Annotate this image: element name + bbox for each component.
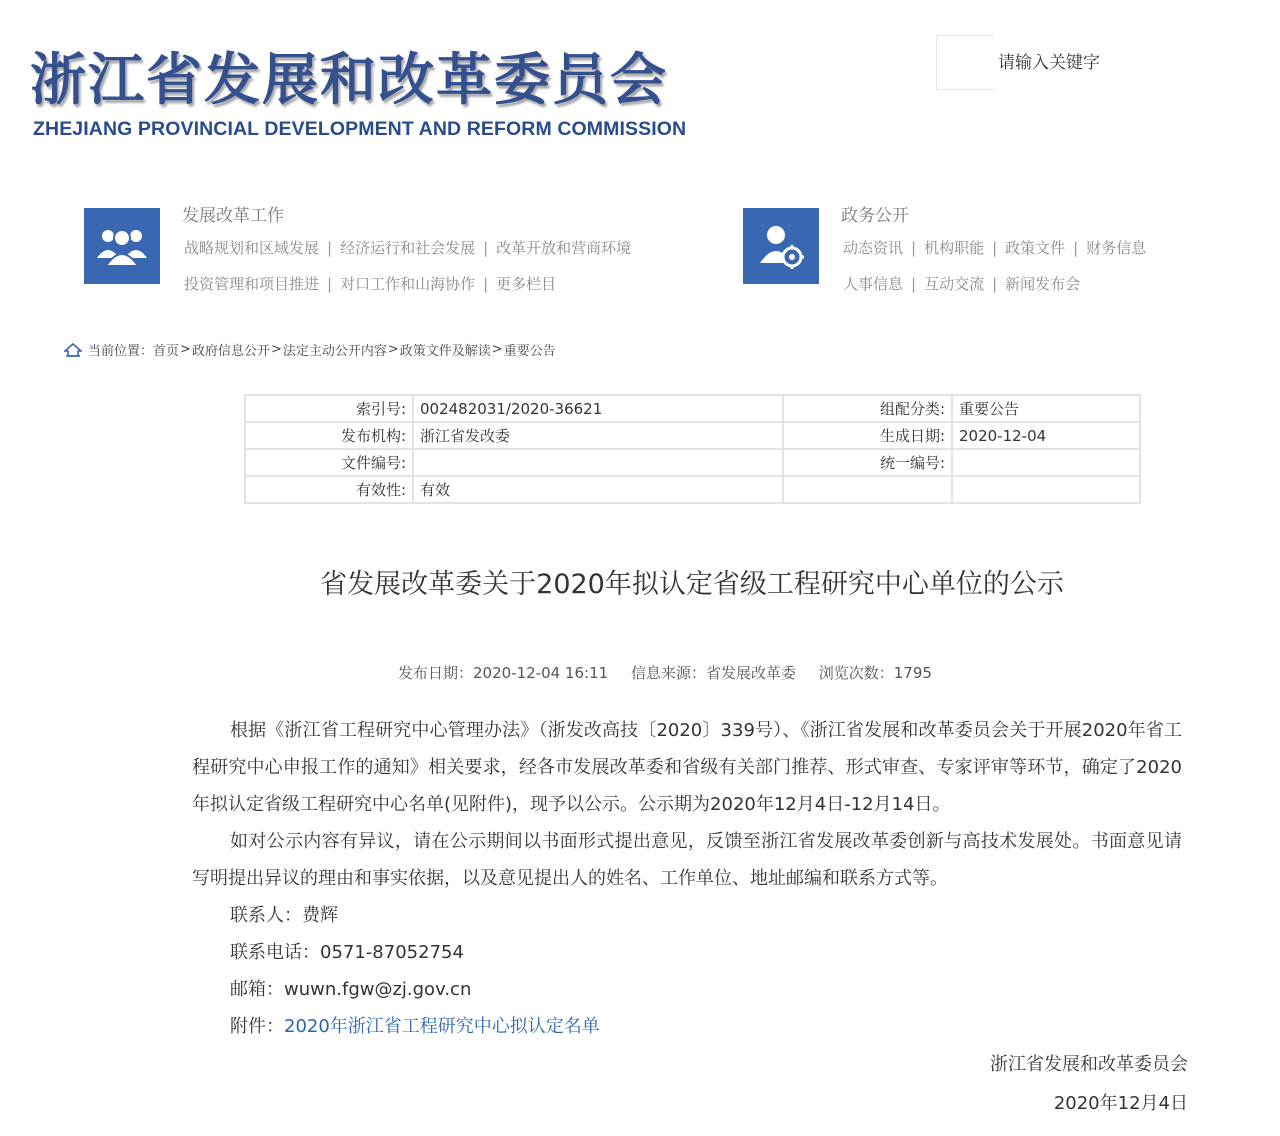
page-title: 省发展改革委关于2020年拟认定省级工程研究中心单位的公示 xyxy=(320,569,1064,600)
breadcrumb-separator: > xyxy=(387,342,399,357)
breadcrumb-separator: > xyxy=(270,342,282,357)
breadcrumb-item-policy[interactable]: 政策文件及解读 xyxy=(399,344,491,359)
breadcrumb-separator: > xyxy=(491,342,503,357)
nav-link-more[interactable]: 更多栏目 xyxy=(496,275,557,293)
meta-label: 文件编号: xyxy=(245,449,413,476)
article-body xyxy=(192,712,1182,1045)
publish-info xyxy=(398,662,950,683)
attachment-label: 附件： xyxy=(230,1016,284,1037)
nav-link-economy[interactable]: 经济运行和社会发展 xyxy=(340,239,476,257)
meta-label: 索引号: xyxy=(245,395,413,422)
meta-value xyxy=(413,449,783,476)
breadcrumb-item-announcement[interactable]: 重要公告 xyxy=(503,344,556,359)
signature-date: 2020年12月4日 xyxy=(1053,1093,1188,1114)
table-row xyxy=(245,449,1140,476)
site-logo-chinese[interactable]: 浙江省发展和改革委员会 xyxy=(30,48,668,113)
breadcrumb-item-gov-info[interactable]: 政府信息公开 xyxy=(191,344,270,359)
nav-link-interaction[interactable]: 互动交流 xyxy=(924,275,985,293)
search-bar xyxy=(936,35,1156,90)
meta-label: 生成日期: xyxy=(783,422,952,449)
attachment-link[interactable]: 2020年浙江省工程研究中心拟认定名单 xyxy=(284,1016,600,1037)
table-row xyxy=(245,422,1140,449)
nav-row-gov-2: 人事信息 | 互动交流 | 新闻发布会 xyxy=(843,275,1081,293)
nav-link-functions[interactable]: 机构职能 xyxy=(924,239,985,257)
info-source: 信息来源：省发展改革委 xyxy=(630,664,796,682)
team-icon[interactable] xyxy=(84,208,160,284)
user-settings-icon[interactable] xyxy=(743,208,819,284)
breadcrumb-prefix: 当前位置： xyxy=(88,344,154,359)
home-icon xyxy=(64,343,82,357)
nav-title-gov[interactable]: 政务公开 xyxy=(841,206,909,226)
nav-row-work-2: 投资管理和项目推进 | 对口工作和山海协作 | 更多栏目 xyxy=(184,275,557,293)
article-paragraph: 根据《浙江省工程研究中心管理办法》（浙发改高技〔2020〕339号）、《浙江省发展和改革委员会关于开展2020年省工程研究中心申报工作的通知》相关要求，经各市发展改革委和省级有关部门推荐、形式审查、专家评审等环节，确定了2020年拟认定省级工程研究中心名单(见附件)，现予以公示。公示期为2020年12月4日-12月14日。 xyxy=(192,720,1182,815)
contact-email: 邮箱：wuwn.fgw@zj.gov.cn xyxy=(230,979,472,1000)
publish-date: 发布日期：2020-12-04 16:11 xyxy=(398,664,609,682)
meta-label: 有效性: xyxy=(245,476,413,503)
nav-link-investment[interactable]: 投资管理和项目推进 xyxy=(184,275,320,293)
meta-value xyxy=(952,476,1140,503)
contact-phone: 联系电话：0571-87052754 xyxy=(230,942,464,963)
meta-value: 重要公告 xyxy=(952,395,1140,422)
meta-label xyxy=(783,476,952,503)
nav-row-gov-1: 动态资讯 | 机构职能 | 政策文件 | 财务信息 xyxy=(843,239,1147,257)
search-input[interactable] xyxy=(998,48,1148,78)
attachment-line xyxy=(192,1008,1182,1045)
meta-value: 浙江省发改委 xyxy=(413,422,783,449)
nav-title-work[interactable]: 发展改革工作 xyxy=(182,206,284,226)
nav-link-reform[interactable]: 改革开放和营商环境 xyxy=(496,239,632,257)
breadcrumb-item-statutory[interactable]: 法定主动公开内容 xyxy=(282,344,387,359)
nav-link-cooperation[interactable]: 对口工作和山海协作 xyxy=(340,275,476,293)
nav-link-personnel[interactable]: 人事信息 xyxy=(843,275,904,293)
site-logo-english: ZHEJIANG PROVINCIAL DEVELOPMENT AND REFORM COMMISSION xyxy=(33,118,687,140)
nav-row-work-1: 战略规划和区域发展 | 经济运行和社会发展 | 改革开放和营商环境 xyxy=(184,239,632,257)
table-row xyxy=(245,476,1140,503)
meta-label: 发布机构: xyxy=(245,422,413,449)
breadcrumb-item-home[interactable]: 首页 xyxy=(153,344,180,359)
meta-value: 有效 xyxy=(413,476,783,503)
table-row xyxy=(245,395,1140,422)
meta-label: 组配分类: xyxy=(783,395,952,422)
nav-link-press[interactable]: 新闻发布会 xyxy=(1005,275,1081,293)
nav-link-strategy[interactable]: 战略规划和区域发展 xyxy=(184,239,320,257)
signature-org: 浙江省发展和改革委员会 xyxy=(990,1054,1188,1075)
view-count: 浏览次数：1795 xyxy=(818,664,932,682)
breadcrumb-separator: > xyxy=(180,342,191,357)
article-paragraph: 如对公示内容有异议，请在公示期间以书面形式提出意见，反馈至浙江省发展改革委创新与高技术发展处。书面意见请写明提出异议的理由和事实依据，以及意见提出人的姓名、工作单位、地址邮编和联系方式等。 xyxy=(192,831,1182,889)
document-meta-table xyxy=(244,394,1141,504)
nav-link-policy[interactable]: 政策文件 xyxy=(1005,239,1066,257)
contact-person: 联系人：费辉 xyxy=(230,905,338,926)
meta-label: 统一编号: xyxy=(783,449,952,476)
meta-value: 2020-12-04 xyxy=(952,422,1140,449)
meta-value xyxy=(952,449,1140,476)
search-button-box[interactable] xyxy=(936,35,994,90)
nav-link-finance[interactable]: 财务信息 xyxy=(1086,239,1147,257)
breadcrumb xyxy=(64,340,556,359)
nav-link-news[interactable]: 动态资讯 xyxy=(843,239,904,257)
meta-value: 002482031/2020-36621 xyxy=(413,395,783,422)
